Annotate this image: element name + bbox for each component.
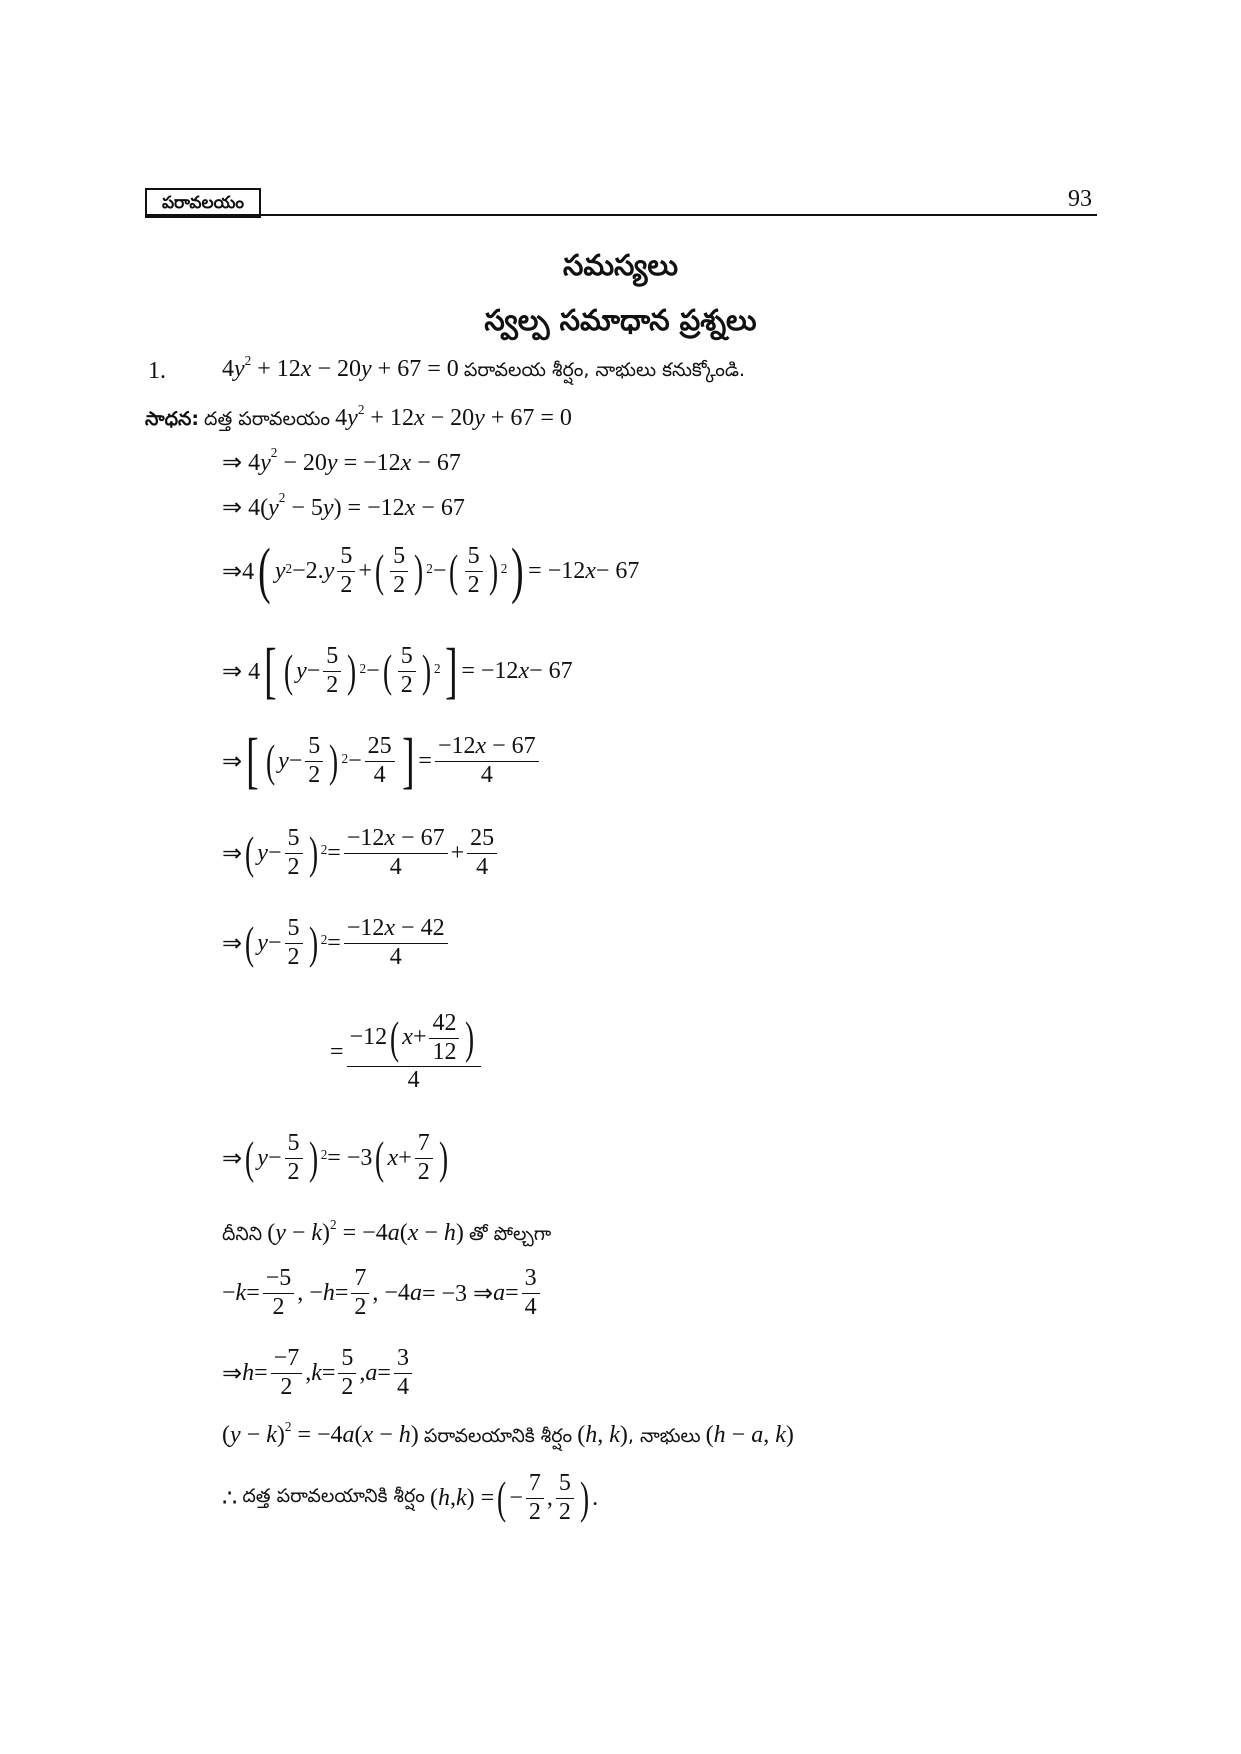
section-subtitle: స్వల్ప సమాధాన ప్రశ్నలు <box>484 303 757 337</box>
step-9: ⇒ ( y − $\frac{5}{2}$ ) $^2$ = −3 ( x + $\frac{7}{2}$ ) <box>222 1130 448 1185</box>
equation-given-2: $4y^2 + 12x - 20y + 67 = 0$ <box>335 402 572 431</box>
conclusion-line <box>222 1470 598 1526</box>
step-3: ⇒4 ( y $^2$ −2. y $\frac{5}{2}$ + ( $\frac{5}{2}$ ) $^2$ − ( $\frac{5}{2}$ ) $^2$ ) = −12 x − 67 <box>222 536 640 605</box>
chapter-label: పరావలయం <box>145 188 261 218</box>
step-4: ⇒ 4 [ ( y − $\frac{5}{2}$ ) $^2$ − ( $\frac{5}{2}$ ) $^2$ ] = −12 x − 67 <box>222 636 573 705</box>
step-8: = −12 ( x + $\frac{42}{12}$ ) 4 <box>330 1010 484 1095</box>
solution-line <box>145 402 572 435</box>
question-text: పరావలయ శీర్షం, నాభులు కనుక్కోండి. <box>463 359 746 381</box>
vertex-focus-line <box>222 1419 794 1452</box>
vertex-symbol: (h, k) <box>577 1422 628 1448</box>
therefore-symbol: ∴ <box>222 1485 238 1512</box>
compare-suffix: తో పోల్చగా <box>469 1223 552 1245</box>
equation-given: $4y^2 + 12x - 20y + 67 = 0$ <box>222 353 459 382</box>
step-7: ⇒ ( y − $\frac{5}{2}$ ) $^2$ = $\frac{-12x - 42}{4}$ <box>222 915 451 971</box>
page-number: 93 <box>1068 186 1092 212</box>
given-label: దత్త పరావలయం <box>204 408 331 430</box>
step-10: − k = $\frac{-5}{2}$ , − h = $\frac{7}{2}$ , −4 a = −3 ⇒ a = $\frac{3}{4}$ <box>222 1265 543 1321</box>
solution-label: సాధన: <box>145 408 199 430</box>
vertex-result: ( h , k ) = ( − $\frac{7}{2}$ , $\frac{5}{2}$ ) . <box>430 1470 599 1525</box>
step-11: ⇒ h = $\frac{-7}{2}$ , k = $\frac{5}{2}$ , a = $\frac{3}{4}$ <box>222 1345 415 1401</box>
step-1: ⇒ $4y^2 - 20y = -12x - 67$ <box>222 445 461 476</box>
compare-text: దీనిని <box>222 1223 263 1245</box>
step-2: ⇒ $4(y^2 - 5y) = -12x - 67$ <box>222 490 465 521</box>
focus-symbol: (h − a, k) <box>705 1422 794 1448</box>
conclusion-text: దత్త పరావలయానికి శీర్షం <box>242 1484 425 1507</box>
header-rule <box>145 214 1097 216</box>
problem-statement <box>222 353 746 386</box>
step-6: ⇒ ( y − $\frac{5}{2}$ ) $^2$ = $\frac{-12x - 67}{4}$ + $\frac{25}{4}$ <box>222 825 500 881</box>
step-5: ⇒ [ ( y − $\frac{5}{2}$ ) $^2$ − $\frac{25}{4}$ ] = $\frac{-12x - 67}{4}$ <box>222 730 542 792</box>
vertex-focus-text: పరావలయానికి శీర్షం <box>423 1425 573 1447</box>
focus-label: , నాభులు <box>627 1425 701 1447</box>
standard-form-2: $(y - k)^2 = -4a(x - h)$ <box>222 1419 419 1448</box>
problem-number: 1. <box>148 358 166 384</box>
standard-form: $(y - k)^2 = -4a(x - h)$ <box>267 1217 464 1246</box>
compare-line <box>222 1217 552 1250</box>
section-title: సమస్యలు <box>563 248 678 282</box>
